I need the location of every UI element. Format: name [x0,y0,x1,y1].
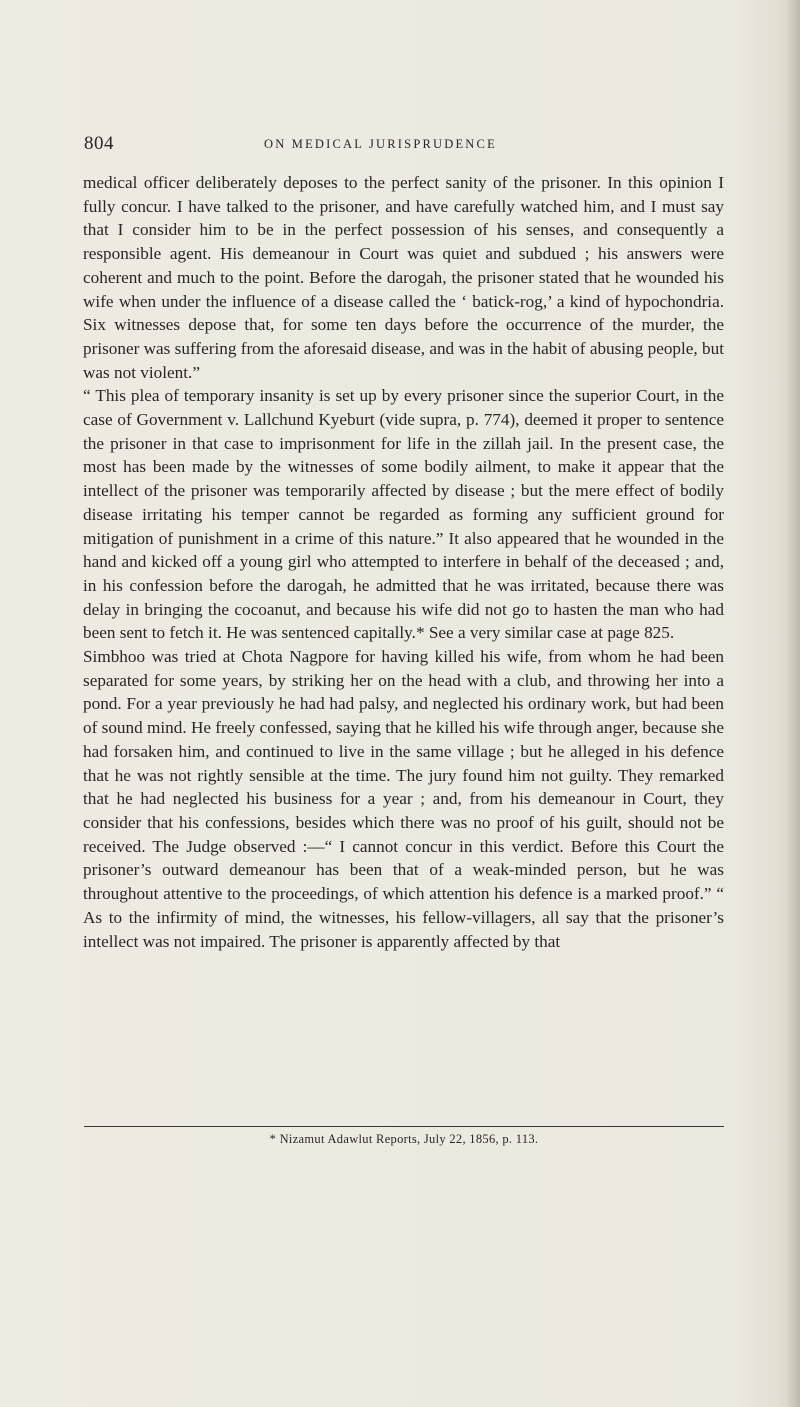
paragraph: Simbhoo was tried at Chota Nagpore for having killed his wife, from whom he had been separated for some years, by striking her on the head with a club, and throwing her into a pond. For a year previously he had had palsy, and neglected his ordinary work, but had been of sound mind. He freely confessed, saying that he killed his wife through anger, because she had forsaken him, and continued to live in the same village ; but he alleged in his defence that he was not rightly sensible at the time. The jury found him not guilty. They remarked that he had neglected his business for a year ; and, from his demeanour in Court, they consider that his confessions, besides which there was no proof of his guilt, should not be received. The Judge observed :—“ I cannot concur in this verdict. Before this Court the prisoner’s outward demeanour has been that of a weak-minded person, but he was throughout attentive to the proceedings, of which attention his defence is a marked proof.” “ As to the infirmity of mind, the witnesses, his fellow-villagers, all say that the prisoner’s intellect was not impaired. The prisoner is apparently affected by that [83,647,724,951]
page-number: 804 [84,133,114,154]
page-edge-shadow [786,0,800,1407]
paragraph: medical officer deliberately deposes to the perfect sanity of the prisoner. In this opinion I fully concur. I have talked to the prisoner, and have carefully watched him, and I must say that I consider him to be in the perfect possession of his senses, and consequently a responsible agent. His demeanour in Court was quiet and subdued ; his answers were coherent and much to the point. Before the darogah, the prisoner stated that he wounded his wife when under the influence of a disease called the ‘ batick-rog,’ a kind of hypochondria. Six witnesses depose that, for some ten days before the occurrence of the murder, the prisoner was suffering from the aforesaid disease, and was in the habit of abusing people, but was not violent.” [83,173,724,382]
footnote: * Nizamut Adawlut Reports, July 22, 1856, p. 113. [269,1132,539,1146]
body-text [83,171,724,953]
paragraph: “ This plea of temporary insanity is set up by every prisoner since the superior Court, in the case of Government v. Lallchund Kyeburt (vide supra, p. 774), deemed it proper to sentence the prisoner in that case to imprisonment for life in the zillah jail. In the present case, the most has been made by the witnesses of some bodily ailment, to make it appear that the intellect of the prisoner was temporarily affected by disease ; but the mere effect of bodily disease irritating his temper cannot be regarded as forming any sufficient ground for mitigation of punishment in a crime of this nature.” It also appeared that he wounded in the hand and kicked off a young girl who attempted to interfere in behalf of the deceased ; and, in his confession before the darogah, he admitted that he was irritated, because there was delay in bringing the cocoanut, and because his wife did not go to hasten the man who had been sent to fetch it. He was sentenced capitally.* See a very similar case at page 825. [83,386,724,643]
footnote-rule [84,1126,724,1127]
running-head: ON MEDICAL JURISPRUDENCE [264,137,497,151]
page-header [84,133,724,155]
